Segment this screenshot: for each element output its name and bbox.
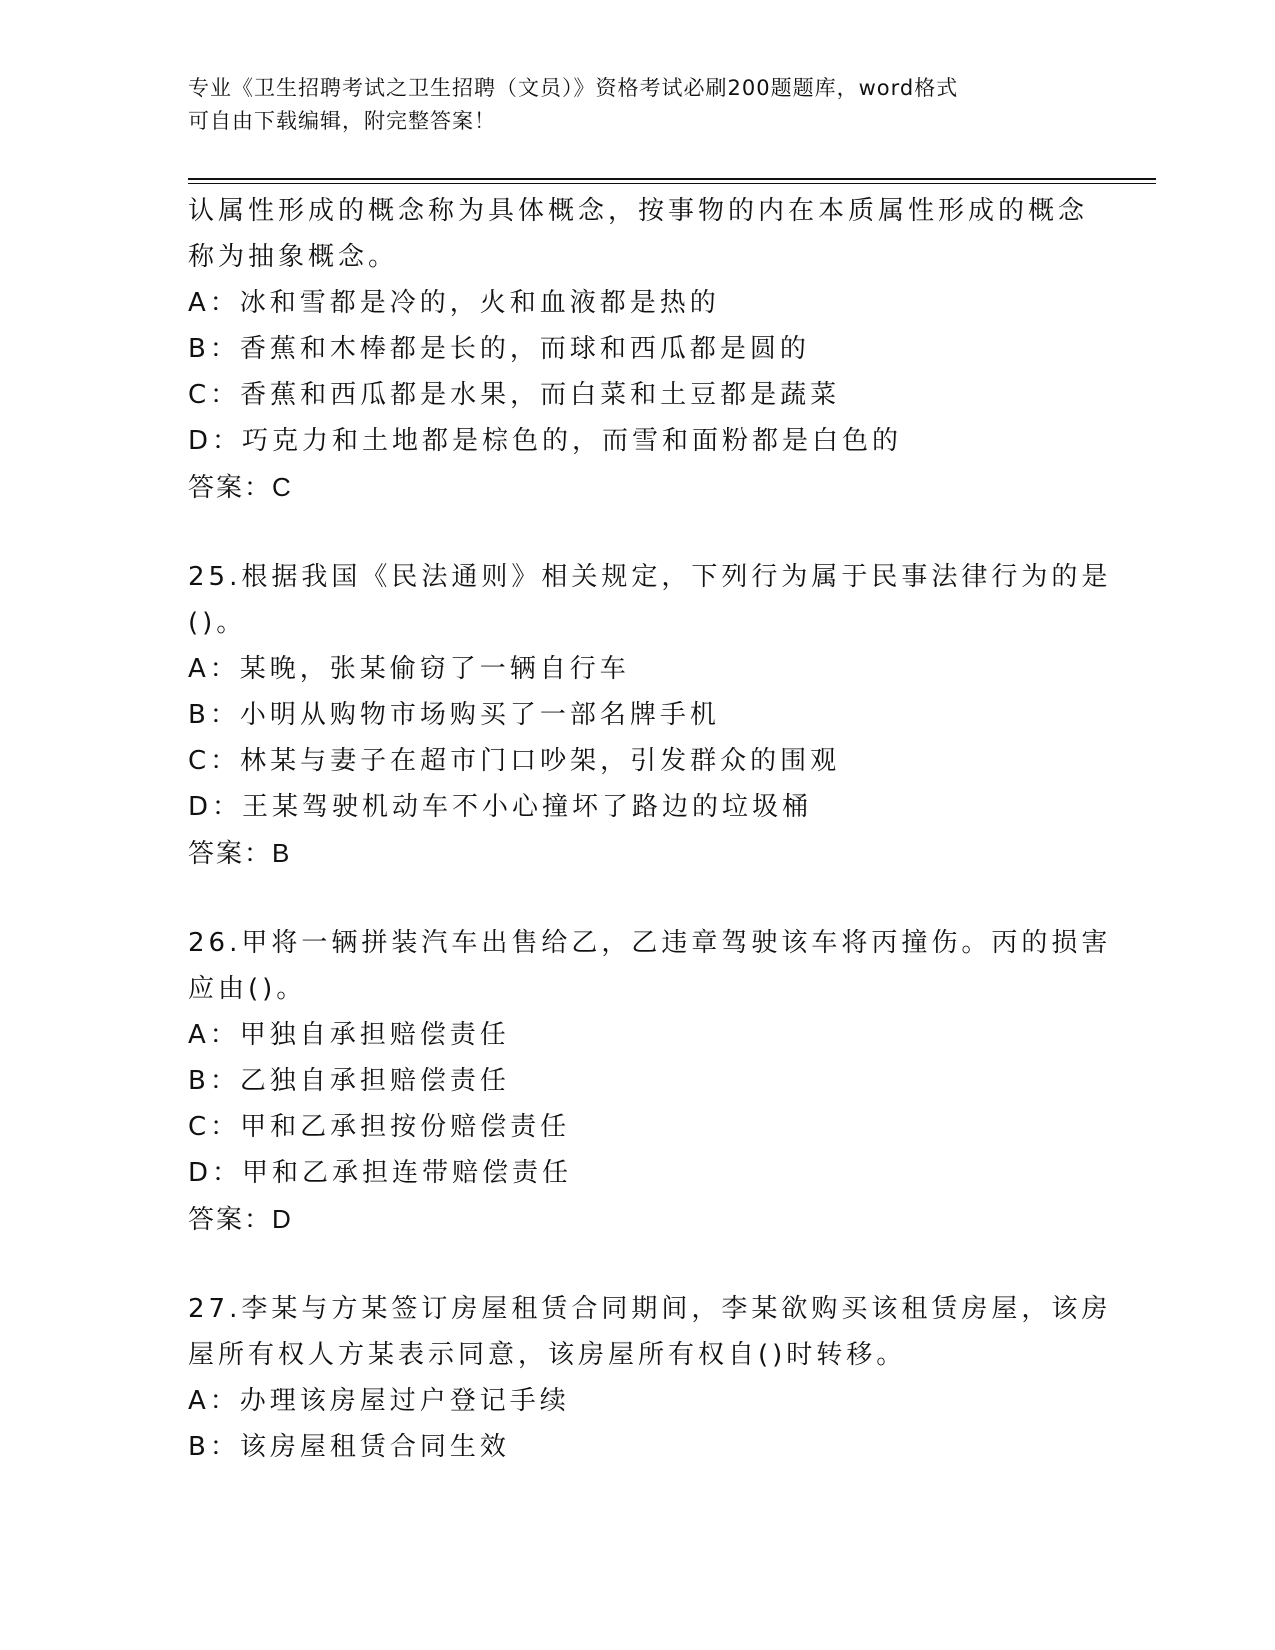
- option-d: D：王某驾驶机动车不小心撞坏了路边的垃圾桶: [188, 792, 813, 822]
- question-stem-line: 屋所有权人方某表示同意，该房屋所有权自()时转移。: [188, 1340, 907, 1370]
- answer-label: 答案：D: [188, 1204, 293, 1234]
- question-stem-line: 应由()。: [188, 974, 307, 1004]
- question-stem-line: 26.甲将一辆拼装汽车出售给乙，乙违章驾驶该车将丙撞伤。丙的损害: [188, 928, 1112, 958]
- option-d: D：甲和乙承担连带赔偿责任: [188, 1158, 573, 1188]
- question-block-27: [188, 1286, 1112, 1470]
- option-a: A：办理该房屋过户登记手续: [188, 1386, 570, 1416]
- document-header: [188, 72, 1088, 138]
- question-block-continued: [188, 188, 1088, 510]
- question-list: [188, 188, 1112, 1470]
- option-c: C：香蕉和西瓜都是水果，而白菜和土豆都是蔬菜: [188, 380, 841, 410]
- question-stem-line: ()。: [188, 608, 247, 638]
- option-b: B：香蕉和木棒都是长的，而球和西瓜都是圆的: [188, 334, 810, 364]
- option-a: A：冰和雪都是冷的，火和血液都是热的: [188, 288, 720, 318]
- option-b: B：该房屋租赁合同生效: [188, 1432, 510, 1462]
- question-text-line: 认属性形成的概念称为具体概念，按事物的内在本质属性形成的概念: [188, 196, 1089, 226]
- question-block-26: [188, 920, 1112, 1242]
- option-c: C：林某与妻子在超市门口吵架，引发群众的围观: [188, 746, 841, 776]
- option-b: B：小明从购物市场购买了一部名牌手机: [188, 700, 720, 730]
- option-a: A：甲独自承担赔偿责任: [188, 1020, 510, 1050]
- answer-label: 答案：C: [188, 472, 293, 502]
- question-stem-line: 27.李某与方某签订房屋租赁合同期间，李某欲购买该租赁房屋，该房: [188, 1294, 1112, 1324]
- option-a: A：某晚，张某偷窃了一辆自行车: [188, 654, 630, 684]
- header-divider-thin: [188, 183, 1156, 184]
- option-d: D：巧克力和土地都是棕色的，而雪和面粉都是白色的: [188, 426, 903, 456]
- answer-label: 答案：B: [188, 838, 292, 868]
- option-c: C：甲和乙承担按份赔偿责任: [188, 1112, 571, 1142]
- header-line-2: 可自由下载编辑，附完整答案！: [188, 109, 496, 133]
- option-b: B：乙独自承担赔偿责任: [188, 1066, 510, 1096]
- question-stem-line: 25.根据我国《民法通则》相关规定，下列行为属于民事法律行为的是: [188, 562, 1112, 592]
- header-line-1: 专业《卫生招聘考试之卫生招聘（文员）》资格考试必刷200题题库，word格式: [188, 76, 959, 100]
- question-block-25: [188, 554, 1112, 876]
- header-divider-thick: [188, 178, 1156, 180]
- question-text-line: 称为抽象概念。: [188, 242, 399, 272]
